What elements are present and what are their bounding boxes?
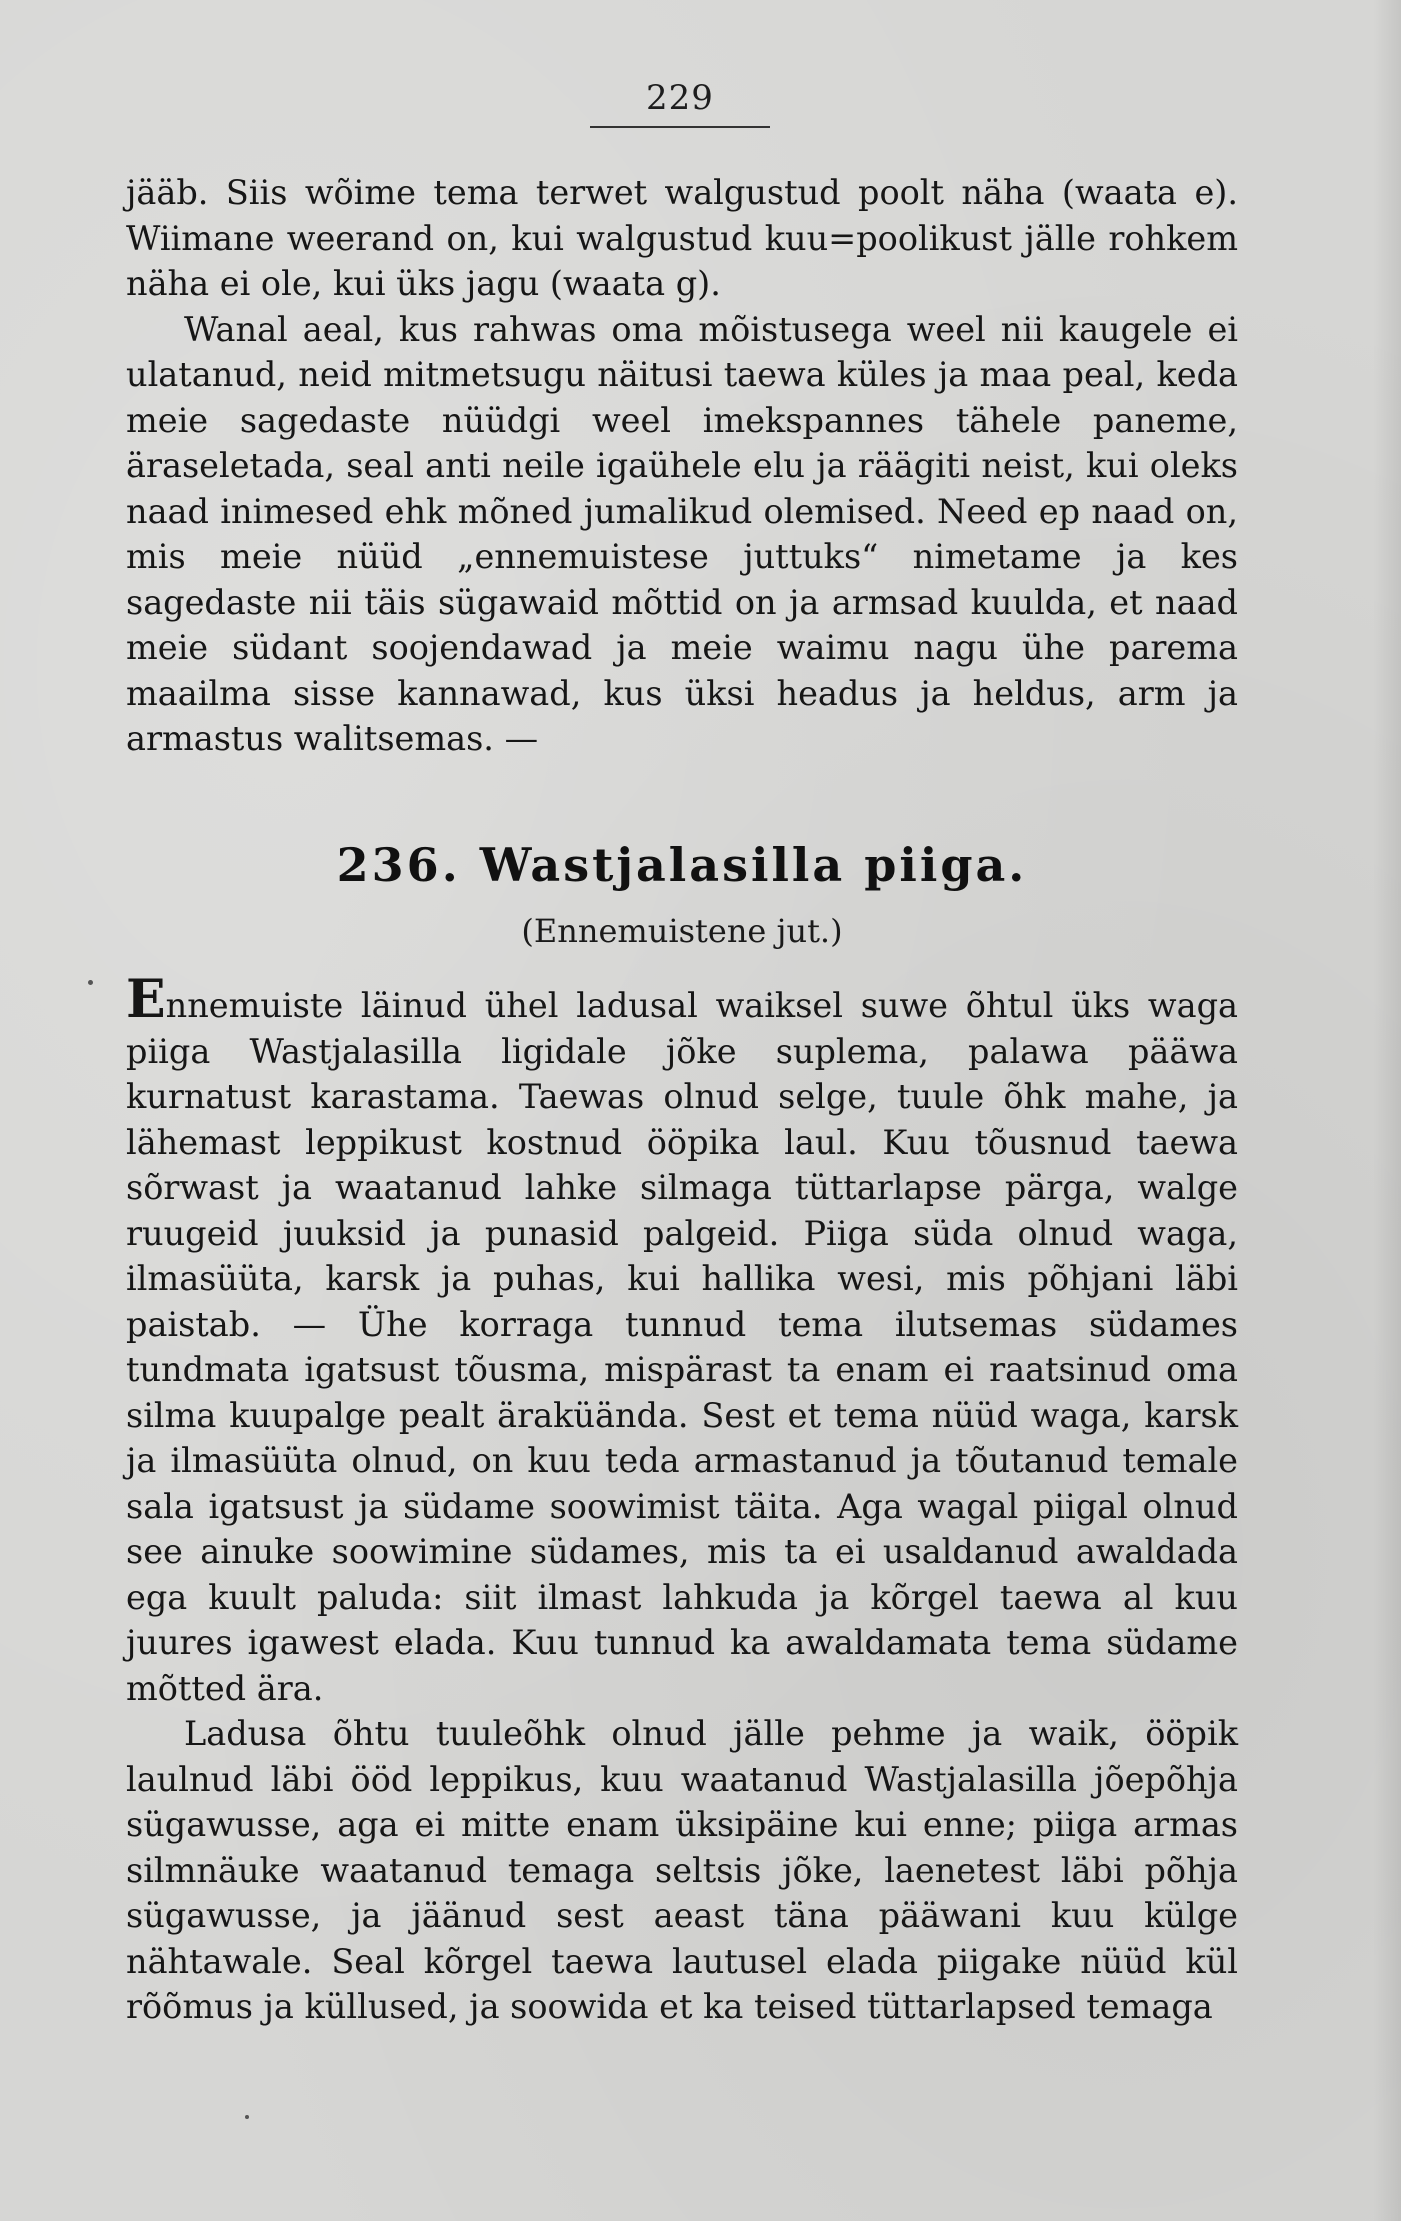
story-paragraph-1-text: nnemuiste läinud ühel ladusal waiksel suwe õhtul üks waga piiga Wastjalasilla ligidale jõke suplema, palawa pääwa kurnatust karastama. Taewas olnud selge, tuule õhk mahe, ja lähemast leppikust kostnud ööpika laul. Kuu tõusnud taewa sõrwast ja waatanud lahke silmaga tüttarlapse pärga, walge ruugeid juuksid ja punasid palgeid. Piiga süda olnud waga, ilmasüüta, karsk ja puhas, kui hallika wesi, mis põhjani läbi paistab. — Ühe korraga tunnud tema ilutsemas südames tundmata igatsust tõusma, mispärast ta enam ei raatsinud oma silma kuupalge pealt äraküända. Sest et tema nüüd waga, karsk ja ilmasüüta olnud, on kuu teda armastanud ja tõutanud temale sala igatsust ja südame soowimist täita. Aga wagal piigal olnud see ainuke soowimine südames, mis ta ei usaldanud awaldada ega kuult paluda: siit ilmast lahkuda ja kõrgel taewa al kuu juures igawest elada. Kuu tunnud ka awaldamata tema südame mõtted ära. — [126, 986, 1238, 1708]
story-subtitle: (Ennemuistene jut.) — [521, 912, 843, 950]
paper-speck — [88, 980, 93, 985]
page-edge-shadow — [1373, 0, 1401, 2221]
top-paragraph-2: Wanal aeal, kus rahwas oma mõistusega weel nii kaugele ei ulatanud, neid mitmetsugu näitusi taewa küles ja maa peal, keda meie sagedaste nüüdgi weel imekspannes tähele paneme, äraseletada, seal anti neile igaühele elu ja räägiti neist, kui oleks naad inimesed ehk mõned jumalikud olemised. Need ep naad on, mis meie nüüd „ennemuistese juttuks“ nimetame ja kes sagedaste nii täis sügawaid mõttid on ja armsad kuulda, et naad meie südant soojendawad ja meie waimu nagu ühe parema maailma sisse kannawad, kus üksi headus ja heldus, arm ja armastus walitsemas. — — [126, 309, 1238, 758]
story-number: 236. — [336, 838, 461, 892]
story-body — [126, 969, 1238, 2030]
story-heading — [126, 838, 1238, 892]
story-paragraph-1 — [126, 969, 1238, 1711]
top-section — [126, 170, 1238, 762]
paper-speck — [245, 2115, 249, 2119]
drop-cap: E — [126, 969, 166, 1030]
top-paragraph-1: jääb. Siis wõime tema terwet walgustud poolt näha (waata e). Wiimane weerand on, kui walgustud kuu=poolikust jälle rohkem näha ei ole, kui üks jagu (waata g). — [126, 173, 1238, 303]
story-paragraph-2: Ladusa õhtu tuuleõhk olnud jälle pehme ja waik, ööpik laulnud läbi ööd leppikus, kuu waatanud Wastjalasilla jõepõhja sügawusse, aga ei mitte enam üksipäine kui enne; piiga armas silmnäuke waatanud temaga seltsis jõke, laenetest läbi põhja sügawusse, ja jäänud sest aeast täna pääwani kuu külge nähtawale. Seal kõrgel taewa lautusel elada piigake nüüd kül rõõmus ja küllused, ja soowida et ka teised tüttarlapsed temaga — [126, 1714, 1238, 2026]
story-title: Wastjalasilla piiga. — [479, 838, 1028, 892]
page-number-rule — [590, 126, 770, 128]
page-number: 229 — [646, 78, 714, 118]
